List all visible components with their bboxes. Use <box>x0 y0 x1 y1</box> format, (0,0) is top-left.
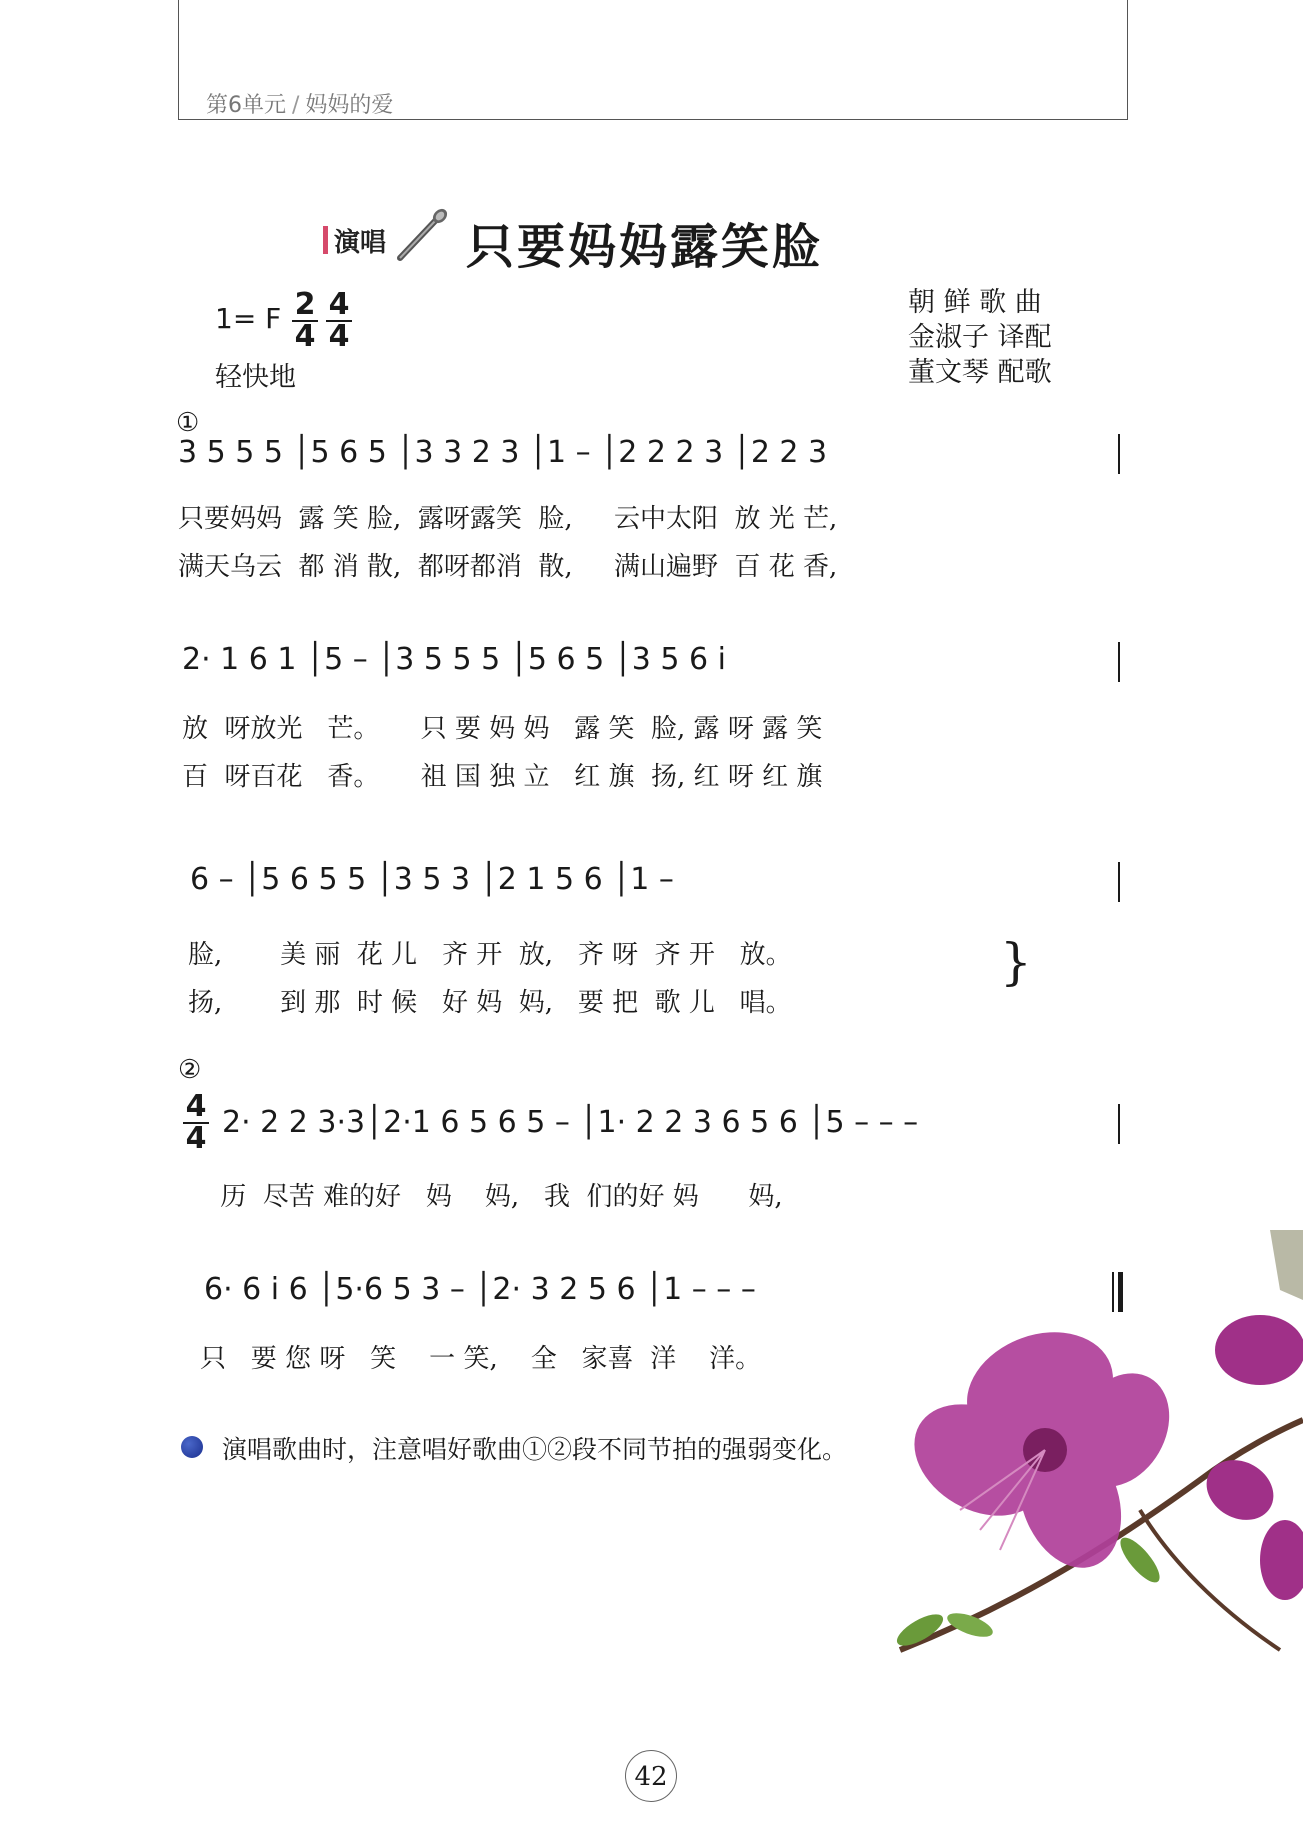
lyrics-line-3-verse-1: 脸, 美 丽 花 儿 齐 开 放, 齐 呀 齐 开 放。 <box>188 940 792 970</box>
unit-number: 第6单元 <box>206 93 286 118</box>
lyrics-line-1-verse-1: 只要妈妈 露 笑 脸, 露呀露笑 脸, 云中太阳 放 光 芒, <box>178 504 838 534</box>
verse-brace: } <box>1000 933 1032 991</box>
notation-line-1: 3 5 5 5 │5 6 5 │3 3 2 3 │1 – │2 2 2 3 │2 2 3 <box>178 435 828 470</box>
breadcrumb-separator: / <box>292 93 300 118</box>
lyrics-line-1-verse-2: 满天乌云 都 消 散, 都呀都消 散, 满山遍野 百 花 香, <box>178 552 838 582</box>
credit-translator: 金淑子 译配 <box>908 322 1052 353</box>
unit-breadcrumb <box>206 88 393 119</box>
lyrics-line-4: 历 尽苦 难的好 妈 妈, 我 们的好 妈 妈, <box>212 1182 783 1212</box>
section-accent-bar <box>323 226 328 254</box>
page-number: 42 <box>625 1750 677 1802</box>
time-signature-4-4: $\frac{4}{4}$ <box>326 290 352 352</box>
azalea-flower-illustration <box>840 1230 1303 1710</box>
section-tag <box>334 222 386 259</box>
section-tag-text: 演唱 <box>334 228 387 258</box>
microphone-icon <box>392 206 452 264</box>
lyrics-line-2-verse-1: 放 呀放光 芒。 只 要 妈 妈 露 笑 脸, 露 呀 露 笑 <box>182 714 823 744</box>
notation-line-2: 2· 1 6 1 │5 – │3 5 5 5 │5 6 5 │3 5 6 i <box>182 642 726 677</box>
barline <box>1118 434 1120 474</box>
part-marker-2: ② <box>178 1055 202 1085</box>
notation-line-4: 2· 2 2 3·3│2·1 6 5 6 5 – │1· 2 2 3 6 5 6 │5 – – – <box>222 1105 919 1140</box>
part-marker-1: ① <box>176 408 200 438</box>
lyrics-line-2-verse-2: 百 呀百花 香。 祖 国 独 立 红 旗 扬, 红 呀 红 旗 <box>182 762 823 792</box>
time-signature-2-4: $\frac{2}{4}$ <box>292 290 318 352</box>
barline <box>1118 862 1120 902</box>
barline <box>1118 1104 1120 1144</box>
lyrics-line-5: 只 要 您 呀 笑 一 笑, 全 家喜 洋 洋。 <box>200 1344 762 1374</box>
tip-bullet-icon <box>181 1436 203 1458</box>
tip-text: 演唱歌曲时，注意唱好歌曲①②段不同节拍的强弱变化。 <box>222 1435 848 1464</box>
notation-line-5: 6· 6 i 6 │5·6 5 3 – │2· 3 2 5 6 │1 – – – <box>204 1272 756 1307</box>
lyrics-line-3-verse-2: 扬, 到 那 时 候 好 妈 妈, 要 把 歌 儿 唱。 <box>188 988 792 1018</box>
song-title: 只要妈妈露笑脸 <box>466 219 824 275</box>
key-signature: 1= F <box>215 302 282 335</box>
barline <box>1118 642 1120 682</box>
credit-lyricist: 董文琴 配歌 <box>908 357 1052 388</box>
tempo-marking: 轻快地 <box>215 362 296 393</box>
notation-line-3: 6 – │5 6 5 5 │3 5 3 │2 1 5 6 │1 – <box>190 862 674 897</box>
credit-composer: 朝 鲜 歌 曲 <box>908 287 1042 318</box>
time-signature-4-4-part-2: $\frac{4}{4}$ <box>183 1092 209 1154</box>
unit-title: 妈妈的爱 <box>305 93 394 118</box>
